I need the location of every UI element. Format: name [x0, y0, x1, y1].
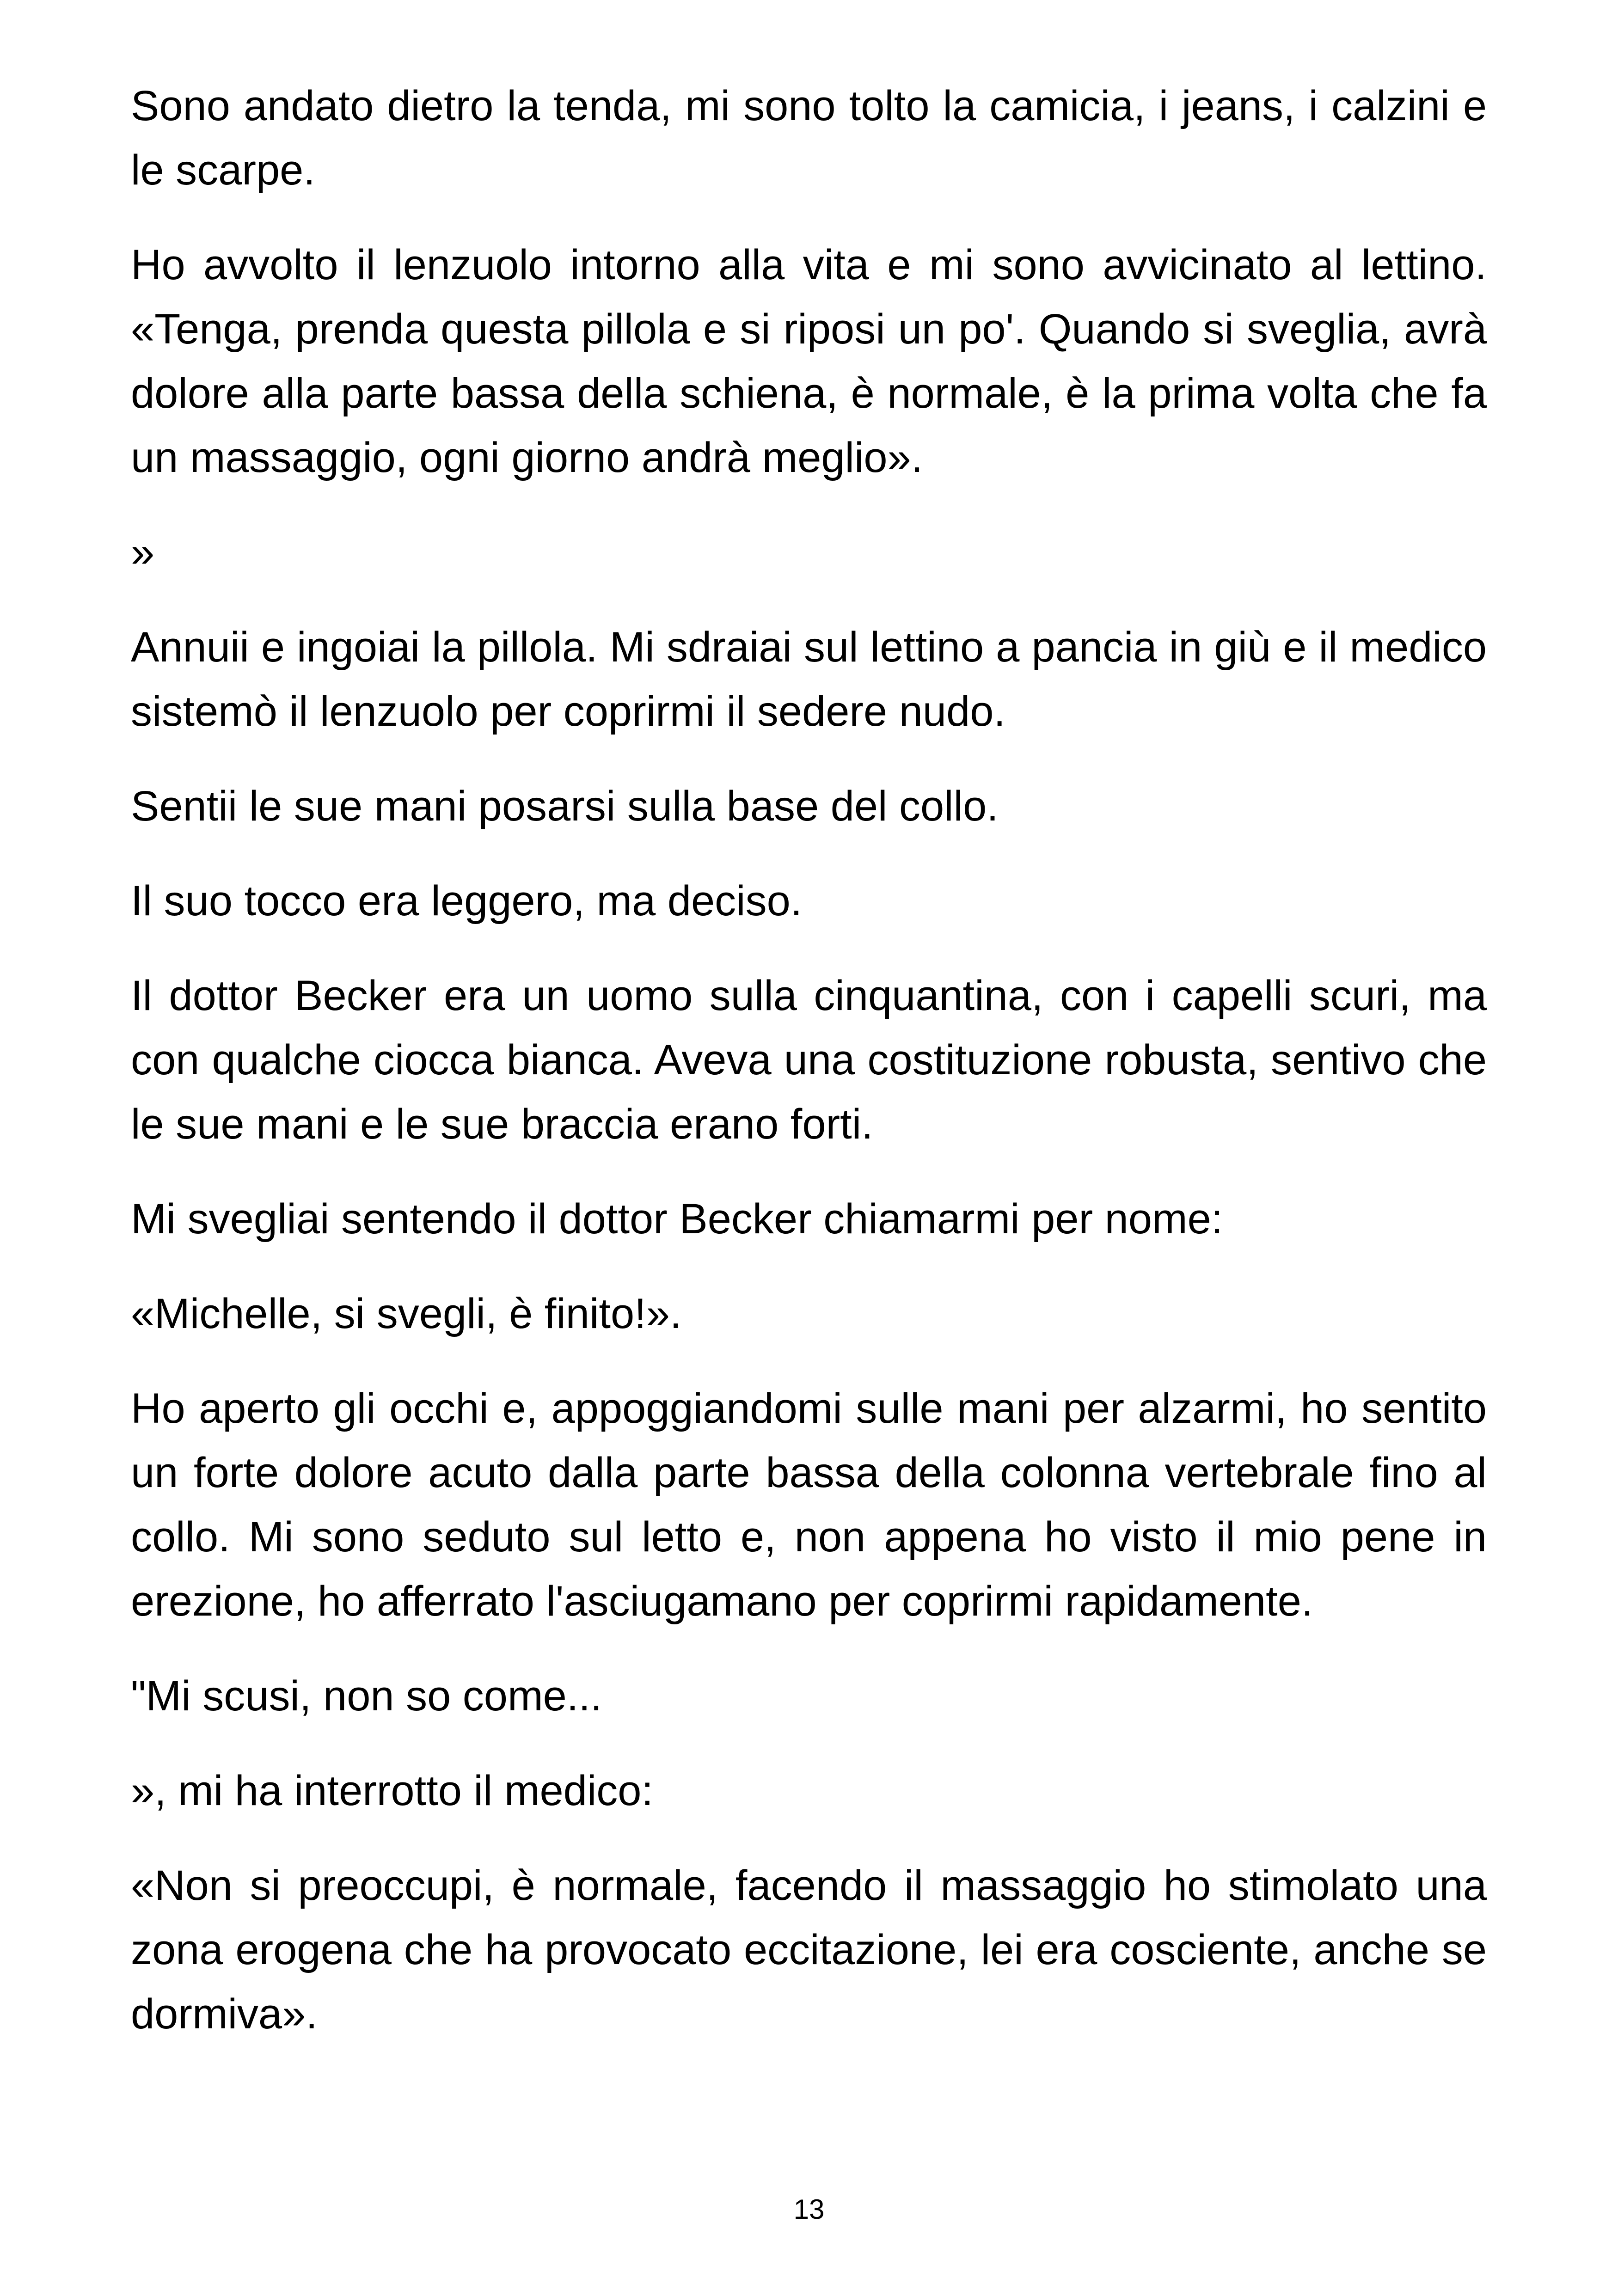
- page-number: 13: [793, 2194, 825, 2225]
- paragraph: Il suo tocco era leggero, ma deciso.: [131, 877, 803, 925]
- paragraph: Sentii le sue mani posarsi sulla base del collo.: [131, 783, 999, 830]
- paragraph: »: [131, 529, 155, 576]
- paragraph: Mi svegliai sentendo il dottor Becker chiamarmi per nome:: [131, 1195, 1223, 1243]
- paragraph: Ho avvolto il lenzuolo intorno alla vita e mi sono avvicinato al lettino. «Tenga, prenda questa pillola e si riposi un po'. Quando si sveglia, avrà dolore alla parte bassa della schiena, è normale, è la prima volta che fa un massaggio, ogni giorno andrà meglio».: [131, 241, 1487, 481]
- paragraph: Sono andato dietro la tenda, mi sono tolto la camicia, i jeans, i calzini e le scarpe.: [131, 82, 1487, 194]
- paragraph: «Non si preoccupi, è normale, facendo il massaggio ho stimolato una zona erogena che ha provocato eccitazione, lei era cosciente, anche se dormiva».: [131, 1862, 1487, 2038]
- paragraph: Annuii e ingoiai la pillola. Mi sdraiai sul lettino a pancia in giù e il medico sistemò il lenzuolo per coprirmi il sedere nudo.: [131, 624, 1487, 735]
- body-text: [131, 74, 1487, 2077]
- paragraph: Il dottor Becker era un uomo sulla cinquantina, con i capelli scuri, ma con qualche ciocca bianca. Aveva una costituzione robusta, sentivo che le sue mani e le sue braccia erano forti.: [131, 972, 1487, 1148]
- paragraph: », mi ha interrotto il medico:: [131, 1767, 654, 1814]
- paragraph: Ho aperto gli occhi e, appoggiandomi sulle mani per alzarmi, ho sentito un forte dolore acuto dalla parte bassa della colonna vertebrale fino al collo. Mi sono seduto sul letto e, non appena ho visto il mio pene in erezione, ho afferrato l'asciugamano per coprirmi rapidamente.: [131, 1385, 1487, 1625]
- paragraph: «Michelle, si svegli, è finito!».: [131, 1290, 682, 1337]
- paragraph: "Mi scusi, non so come...: [131, 1672, 602, 1720]
